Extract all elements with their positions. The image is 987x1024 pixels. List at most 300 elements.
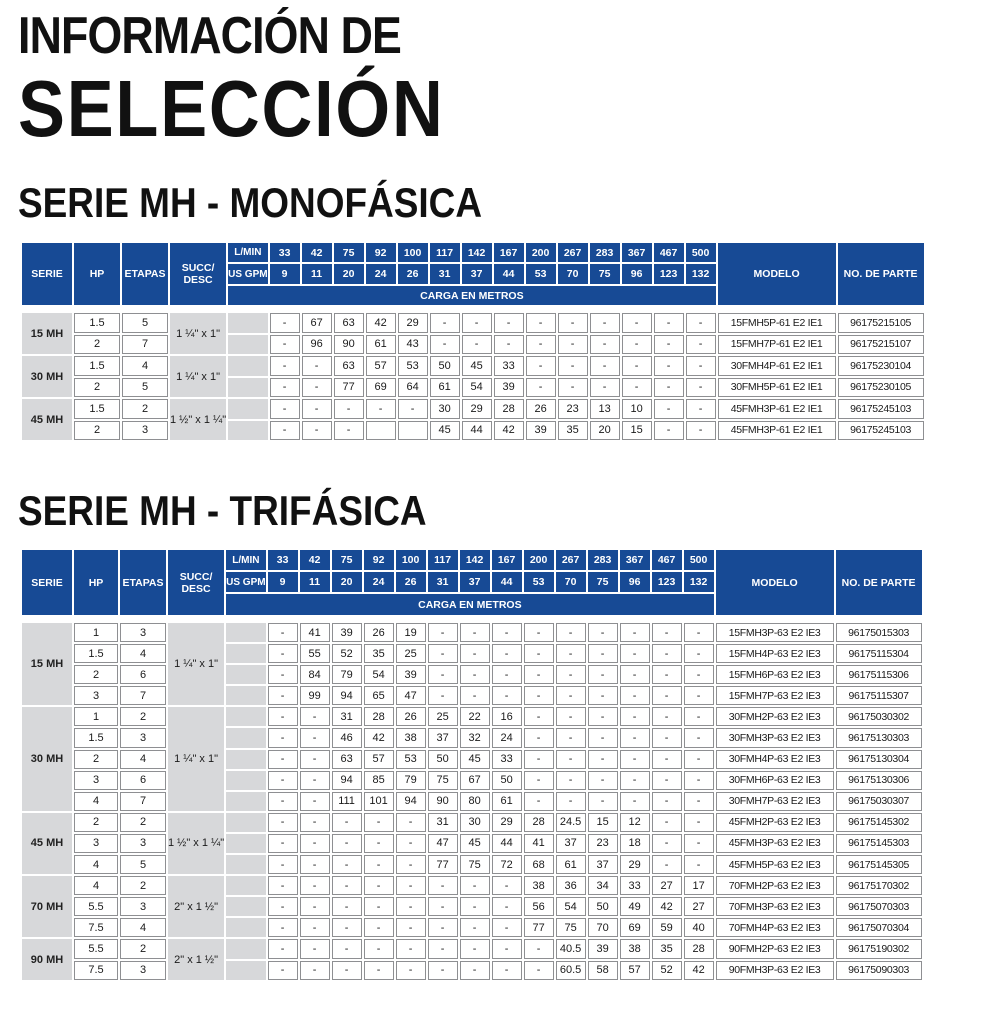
etapas-cell: 3 bbox=[120, 897, 166, 916]
etapas-cell: 7 bbox=[122, 335, 168, 355]
carga-value-cell: - bbox=[652, 855, 682, 874]
carga-value-cell: 94 bbox=[332, 771, 362, 790]
serie-cell: 15 MH bbox=[22, 313, 72, 354]
carga-value-cell: - bbox=[364, 855, 394, 874]
table-row bbox=[22, 623, 922, 642]
spacer bbox=[228, 307, 267, 311]
modelo-cell: 30FMH6P-63 E2 IE3 bbox=[716, 771, 834, 790]
header-flow-lmin: 267 bbox=[556, 550, 586, 570]
carga-value-cell: - bbox=[686, 313, 716, 333]
carga-value-cell: 45 bbox=[460, 750, 490, 769]
carga-value-cell: - bbox=[462, 335, 492, 355]
hp-cell: 5.5 bbox=[74, 939, 118, 958]
succ-desc-cell: 1 ¼" x 1" bbox=[170, 356, 226, 397]
carga-value-cell: 47 bbox=[428, 834, 458, 853]
tri-selection-table bbox=[20, 548, 924, 982]
carga-value-cell: - bbox=[268, 623, 298, 642]
carga-value-cell: 49 bbox=[620, 897, 650, 916]
spacer bbox=[684, 617, 714, 621]
carga-value-cell: - bbox=[364, 834, 394, 853]
lmin-spacer-cell bbox=[226, 707, 265, 726]
table-row bbox=[22, 897, 922, 916]
etapas-cell: 2 bbox=[120, 707, 166, 726]
carga-value-cell: 26 bbox=[364, 623, 394, 642]
carga-value-cell: - bbox=[588, 792, 618, 811]
carga-value-cell: - bbox=[684, 750, 714, 769]
header-serie: SERIE bbox=[22, 550, 72, 615]
carga-value-cell: - bbox=[268, 813, 298, 832]
carga-value-cell: - bbox=[620, 792, 650, 811]
carga-value-cell: - bbox=[620, 750, 650, 769]
header-flow-gpm: 26 bbox=[396, 572, 426, 592]
carga-value-cell: - bbox=[654, 356, 684, 376]
header-flow-gpm: 44 bbox=[492, 572, 522, 592]
spacer bbox=[428, 617, 458, 621]
carga-value-cell: 44 bbox=[492, 834, 522, 853]
carga-value-cell: - bbox=[332, 876, 362, 895]
carga-value-cell: - bbox=[524, 750, 554, 769]
etapas-cell: 3 bbox=[120, 961, 166, 980]
hp-cell: 2 bbox=[74, 421, 120, 441]
modelo-cell: 30FMH2P-63 E2 IE3 bbox=[716, 707, 834, 726]
carga-value-cell: - bbox=[652, 665, 682, 684]
carga-value-cell: - bbox=[652, 707, 682, 726]
no-parte-cell: 96175070303 bbox=[836, 897, 922, 916]
carga-value-cell: 79 bbox=[396, 771, 426, 790]
etapas-cell: 7 bbox=[120, 686, 166, 705]
header-modelo: MODELO bbox=[716, 550, 834, 615]
carga-value-cell: - bbox=[686, 399, 716, 419]
carga-value-cell: - bbox=[300, 792, 330, 811]
hp-cell: 2 bbox=[74, 750, 118, 769]
header-flow-lmin: 42 bbox=[302, 243, 332, 262]
header-succ: SUCC/ bbox=[179, 570, 213, 583]
carga-value-cell: - bbox=[364, 897, 394, 916]
spacer bbox=[366, 307, 396, 311]
carga-value-cell: 57 bbox=[366, 356, 396, 376]
mono-section-title: SERIE MH - MONOFÁSICA bbox=[18, 179, 483, 226]
carga-value-cell: - bbox=[428, 665, 458, 684]
header-flow-gpm: 132 bbox=[684, 572, 714, 592]
tri-section-title: SERIE MH - TRIFÁSICA bbox=[18, 487, 427, 534]
carga-value-cell: - bbox=[524, 623, 554, 642]
header-flow-gpm: 37 bbox=[460, 572, 490, 592]
carga-value-cell: 54 bbox=[364, 665, 394, 684]
carga-value-cell: - bbox=[396, 813, 426, 832]
carga-value-cell: 52 bbox=[332, 644, 362, 663]
spacer bbox=[430, 307, 460, 311]
carga-value-cell: - bbox=[652, 771, 682, 790]
carga-value-cell: 23 bbox=[558, 399, 588, 419]
carga-value-cell: 13 bbox=[590, 399, 620, 419]
spacer bbox=[74, 617, 118, 621]
hp-cell: 1.5 bbox=[74, 644, 118, 663]
carga-value-cell: - bbox=[524, 771, 554, 790]
carga-value-cell: - bbox=[332, 834, 362, 853]
carga-value-cell: 46 bbox=[332, 728, 362, 747]
carga-value-cell: - bbox=[396, 876, 426, 895]
header-desc: DESC bbox=[181, 582, 211, 595]
carga-value-cell: - bbox=[558, 335, 588, 355]
header-flow-lmin: 42 bbox=[300, 550, 330, 570]
carga-value-cell: 28 bbox=[364, 707, 394, 726]
carga-value-cell: - bbox=[332, 855, 362, 874]
lmin-spacer-cell bbox=[226, 813, 265, 832]
carga-value-cell: 31 bbox=[332, 707, 362, 726]
spacer bbox=[270, 307, 300, 311]
header-flow-gpm: 53 bbox=[526, 264, 556, 284]
etapas-cell: 6 bbox=[120, 771, 166, 790]
carga-value-cell: 39 bbox=[332, 623, 362, 642]
carga-value-cell: - bbox=[300, 707, 330, 726]
carga-value-cell: 77 bbox=[524, 918, 554, 937]
header-flow-gpm: 37 bbox=[462, 264, 492, 284]
carga-value-cell: - bbox=[396, 855, 426, 874]
carga-value-cell: - bbox=[620, 686, 650, 705]
spacer bbox=[226, 617, 265, 621]
spacer bbox=[168, 617, 224, 621]
carga-value-cell: - bbox=[268, 665, 298, 684]
carga-value-cell: - bbox=[460, 665, 490, 684]
carga-value-cell: 67 bbox=[302, 313, 332, 333]
header-etapas: ETAPAS bbox=[122, 243, 168, 305]
carga-value-cell: - bbox=[558, 378, 588, 398]
table-row bbox=[22, 356, 924, 376]
carga-value-cell: - bbox=[268, 939, 298, 958]
header-flow-gpm: 20 bbox=[332, 572, 362, 592]
header-flow-gpm: 31 bbox=[430, 264, 460, 284]
carga-value-cell: - bbox=[494, 313, 524, 333]
carga-value-cell: - bbox=[300, 771, 330, 790]
spacer bbox=[526, 307, 556, 311]
carga-value-cell: - bbox=[684, 855, 714, 874]
carga-value-cell: - bbox=[652, 813, 682, 832]
carga-value-cell: - bbox=[524, 961, 554, 980]
spacer bbox=[590, 307, 620, 311]
etapas-cell: 3 bbox=[120, 623, 166, 642]
no-parte-cell: 96175170302 bbox=[836, 876, 922, 895]
modelo-cell: 30FMH7P-63 E2 IE3 bbox=[716, 792, 834, 811]
header-carga: CARGA EN METROS bbox=[228, 286, 715, 305]
serie-cell: 30 MH bbox=[22, 707, 72, 810]
carga-value-cell: 20 bbox=[590, 421, 620, 441]
carga-value-cell: - bbox=[332, 961, 362, 980]
spacer bbox=[22, 617, 72, 621]
carga-value-cell: 80 bbox=[460, 792, 490, 811]
modelo-cell: 70FMH3P-63 E2 IE3 bbox=[716, 897, 834, 916]
carga-value-cell: - bbox=[558, 313, 588, 333]
carga-value-cell: 26 bbox=[526, 399, 556, 419]
modelo-cell: 45FMH3P-61 E2 IE1 bbox=[718, 399, 836, 419]
carga-value-cell bbox=[366, 421, 396, 441]
carga-value-cell: - bbox=[620, 665, 650, 684]
modelo-cell: 15FMH7P-63 E2 IE3 bbox=[716, 686, 834, 705]
header-succ-desc bbox=[170, 243, 226, 305]
modelo-cell: 15FMH3P-63 E2 IE3 bbox=[716, 623, 834, 642]
carga-value-cell: - bbox=[460, 897, 490, 916]
spacer bbox=[494, 307, 524, 311]
carga-value-cell: - bbox=[652, 728, 682, 747]
carga-value-cell: - bbox=[268, 686, 298, 705]
table-row bbox=[22, 876, 922, 895]
carga-value-cell: 12 bbox=[620, 813, 650, 832]
carga-value-cell: 52 bbox=[652, 961, 682, 980]
carga-value-cell: 90 bbox=[334, 335, 364, 355]
carga-value-cell: 42 bbox=[652, 897, 682, 916]
carga-value-cell: - bbox=[268, 961, 298, 980]
carga-value-cell: 33 bbox=[620, 876, 650, 895]
etapas-cell: 4 bbox=[120, 644, 166, 663]
carga-value-cell: 101 bbox=[364, 792, 394, 811]
carga-value-cell: 57 bbox=[364, 750, 394, 769]
modelo-cell: 15FMH6P-63 E2 IE3 bbox=[716, 665, 834, 684]
carga-value-cell: 45 bbox=[462, 356, 492, 376]
lmin-spacer-cell bbox=[226, 665, 265, 684]
header-desc: DESC bbox=[183, 274, 213, 286]
lmin-spacer-cell bbox=[226, 897, 265, 916]
no-parte-cell: 96175145303 bbox=[836, 834, 922, 853]
lmin-spacer-cell bbox=[226, 771, 265, 790]
carga-value-cell: - bbox=[270, 378, 300, 398]
carga-value-cell: 24 bbox=[492, 728, 522, 747]
spacer bbox=[556, 617, 586, 621]
spacer bbox=[620, 617, 650, 621]
carga-value-cell: - bbox=[620, 707, 650, 726]
carga-value-cell: - bbox=[270, 356, 300, 376]
carga-value-cell: 50 bbox=[588, 897, 618, 916]
table-row bbox=[22, 939, 922, 958]
no-parte-cell: 96175130304 bbox=[836, 750, 922, 769]
carga-value-cell: - bbox=[398, 399, 428, 419]
lmin-spacer-cell bbox=[228, 356, 267, 376]
header-flow-lmin: 33 bbox=[268, 550, 298, 570]
carga-value-cell: - bbox=[622, 335, 652, 355]
carga-value-cell: - bbox=[396, 918, 426, 937]
hp-cell: 7.5 bbox=[74, 918, 118, 937]
succ-desc-cell: 1 ¼" x 1" bbox=[168, 707, 224, 810]
carga-value-cell: 38 bbox=[524, 876, 554, 895]
header-flow-gpm: 44 bbox=[494, 264, 524, 284]
carga-value-cell: 72 bbox=[492, 855, 522, 874]
serie-cell: 45 MH bbox=[22, 399, 72, 440]
header-flow-lmin: 200 bbox=[524, 550, 554, 570]
header-flow-lmin: 92 bbox=[364, 550, 394, 570]
hp-cell: 2 bbox=[74, 378, 120, 398]
header-flow-gpm: 96 bbox=[622, 264, 652, 284]
spacer bbox=[462, 307, 492, 311]
no-parte-cell: 96175070304 bbox=[836, 918, 922, 937]
no-parte-cell: 96175215105 bbox=[838, 313, 924, 333]
spacer bbox=[268, 617, 298, 621]
serie-cell: 45 MH bbox=[22, 813, 72, 874]
succ-desc-cell: 1 ½" x 1 ¼" bbox=[168, 813, 224, 874]
header-flow-gpm: 75 bbox=[588, 572, 618, 592]
carga-value-cell: - bbox=[620, 728, 650, 747]
carga-value-cell: 61 bbox=[492, 792, 522, 811]
spacer bbox=[836, 617, 922, 621]
table-row bbox=[22, 665, 922, 684]
lmin-spacer-cell bbox=[226, 644, 265, 663]
succ-desc-cell: 1 ½" x 1 ¼" bbox=[170, 399, 226, 440]
carga-value-cell: - bbox=[684, 623, 714, 642]
hp-cell: 1 bbox=[74, 623, 118, 642]
page-title-line1: INFORMACIÓN DE bbox=[18, 7, 401, 65]
carga-value-cell: - bbox=[588, 750, 618, 769]
lmin-spacer-cell bbox=[228, 399, 267, 419]
modelo-cell: 15FMH7P-61 E2 IE1 bbox=[718, 335, 836, 355]
carga-value-cell: 16 bbox=[492, 707, 522, 726]
carga-value-cell: - bbox=[524, 644, 554, 663]
spacer bbox=[524, 617, 554, 621]
spacer bbox=[364, 617, 394, 621]
header-flow-gpm: 11 bbox=[300, 572, 330, 592]
spacer bbox=[74, 307, 120, 311]
header-flow-lmin: 75 bbox=[334, 243, 364, 262]
carga-value-cell: 55 bbox=[300, 644, 330, 663]
carga-value-cell: - bbox=[270, 421, 300, 441]
hp-cell: 2 bbox=[74, 813, 118, 832]
header-flow-lmin: 33 bbox=[270, 243, 300, 262]
carga-value-cell: - bbox=[300, 855, 330, 874]
header-flow-lmin: 367 bbox=[620, 550, 650, 570]
spacer bbox=[122, 307, 168, 311]
no-parte-cell: 96175030302 bbox=[836, 707, 922, 726]
carga-value-cell: - bbox=[590, 378, 620, 398]
carga-value-cell: - bbox=[300, 918, 330, 937]
spacer bbox=[622, 307, 652, 311]
lmin-spacer-cell bbox=[228, 421, 267, 441]
carga-value-cell: - bbox=[622, 313, 652, 333]
carga-value-cell: 10 bbox=[622, 399, 652, 419]
carga-value-cell: 35 bbox=[652, 939, 682, 958]
modelo-cell: 90FMH3P-63 E2 IE3 bbox=[716, 961, 834, 980]
serie-cell: 15 MH bbox=[22, 623, 72, 705]
carga-value-cell: 57 bbox=[620, 961, 650, 980]
header-flow-lmin: 200 bbox=[526, 243, 556, 262]
header-flow-lmin: 100 bbox=[396, 550, 426, 570]
hp-cell: 7.5 bbox=[74, 961, 118, 980]
carga-value-cell: - bbox=[300, 834, 330, 853]
carga-value-cell: - bbox=[492, 918, 522, 937]
carga-value-cell bbox=[398, 421, 428, 441]
page-title-line2: SELECCIÓN bbox=[18, 64, 445, 153]
carga-value-cell: - bbox=[460, 961, 490, 980]
carga-value-cell: 75 bbox=[428, 771, 458, 790]
carga-value-cell: - bbox=[430, 335, 460, 355]
carga-value-cell: 54 bbox=[556, 897, 586, 916]
carga-value-cell: 85 bbox=[364, 771, 394, 790]
carga-value-cell: - bbox=[622, 378, 652, 398]
carga-value-cell: - bbox=[332, 897, 362, 916]
carga-value-cell: - bbox=[270, 335, 300, 355]
carga-value-cell: 30 bbox=[430, 399, 460, 419]
lmin-spacer-cell bbox=[226, 961, 265, 980]
modelo-cell: 30FMH4P-61 E2 IE1 bbox=[718, 356, 836, 376]
carga-value-cell: 37 bbox=[588, 855, 618, 874]
header-lmin: L/MIN bbox=[228, 243, 267, 262]
carga-value-cell: - bbox=[556, 771, 586, 790]
carga-value-cell: 63 bbox=[334, 313, 364, 333]
carga-value-cell: - bbox=[556, 707, 586, 726]
carga-value-cell: - bbox=[332, 918, 362, 937]
table-row bbox=[22, 792, 922, 811]
carga-value-cell: 60.5 bbox=[556, 961, 586, 980]
carga-value-cell: - bbox=[652, 644, 682, 663]
header-flow-gpm: 9 bbox=[270, 264, 300, 284]
table-row bbox=[22, 918, 922, 937]
carga-value-cell: - bbox=[428, 876, 458, 895]
header-flow-lmin: 283 bbox=[588, 550, 618, 570]
carga-value-cell: 28 bbox=[524, 813, 554, 832]
spacer bbox=[302, 307, 332, 311]
header-no-parte: NO. DE PARTE bbox=[836, 550, 922, 615]
carga-value-cell: 36 bbox=[556, 876, 586, 895]
carga-value-cell: - bbox=[492, 623, 522, 642]
carga-value-cell: 31 bbox=[428, 813, 458, 832]
carga-value-cell: - bbox=[364, 876, 394, 895]
carga-value-cell: - bbox=[620, 771, 650, 790]
carga-value-cell: 25 bbox=[396, 644, 426, 663]
carga-value-cell: - bbox=[652, 623, 682, 642]
header-flow-lmin: 367 bbox=[622, 243, 652, 262]
carga-value-cell: - bbox=[268, 771, 298, 790]
header-etapas: ETAPAS bbox=[120, 550, 166, 615]
header-flow-gpm: 70 bbox=[556, 572, 586, 592]
succ-desc-cell: 2" x 1 ½" bbox=[168, 939, 224, 979]
carga-value-cell: 53 bbox=[398, 356, 428, 376]
spacer bbox=[654, 307, 684, 311]
table-row bbox=[22, 686, 922, 705]
carga-value-cell: 22 bbox=[460, 707, 490, 726]
carga-value-cell: - bbox=[492, 897, 522, 916]
carga-value-cell: 39 bbox=[494, 378, 524, 398]
carga-value-cell: - bbox=[588, 728, 618, 747]
carga-value-cell: - bbox=[428, 918, 458, 937]
carga-value-cell: 94 bbox=[332, 686, 362, 705]
header-flow-gpm: 11 bbox=[302, 264, 332, 284]
spacer bbox=[396, 617, 426, 621]
table-row bbox=[22, 399, 924, 419]
carga-value-cell: 26 bbox=[396, 707, 426, 726]
carga-value-cell: - bbox=[492, 665, 522, 684]
carga-value-cell: 35 bbox=[558, 421, 588, 441]
header-flow-gpm: 26 bbox=[398, 264, 428, 284]
spacer bbox=[492, 617, 522, 621]
succ-desc-cell: 1 ¼" x 1" bbox=[170, 313, 226, 354]
header-flow-gpm: 9 bbox=[268, 572, 298, 592]
carga-value-cell: 27 bbox=[652, 876, 682, 895]
lmin-spacer-cell bbox=[226, 834, 265, 853]
header-succ-desc bbox=[168, 550, 224, 615]
header-flow-lmin: 117 bbox=[430, 243, 460, 262]
spacer bbox=[460, 617, 490, 621]
carga-value-cell: - bbox=[556, 750, 586, 769]
carga-value-cell: 42 bbox=[684, 961, 714, 980]
header-serie: SERIE bbox=[22, 243, 72, 305]
spacer bbox=[170, 307, 226, 311]
carga-value-cell: 69 bbox=[620, 918, 650, 937]
carga-value-cell: - bbox=[652, 750, 682, 769]
carga-value-cell: 23 bbox=[588, 834, 618, 853]
modelo-cell: 90FMH2P-63 E2 IE3 bbox=[716, 939, 834, 958]
carga-value-cell: - bbox=[302, 421, 332, 441]
header-flow-lmin: 142 bbox=[462, 243, 492, 262]
carga-value-cell: - bbox=[652, 686, 682, 705]
carga-value-cell: - bbox=[590, 313, 620, 333]
carga-value-cell: - bbox=[492, 644, 522, 663]
spacer bbox=[332, 617, 362, 621]
no-parte-cell: 96175145302 bbox=[836, 813, 922, 832]
